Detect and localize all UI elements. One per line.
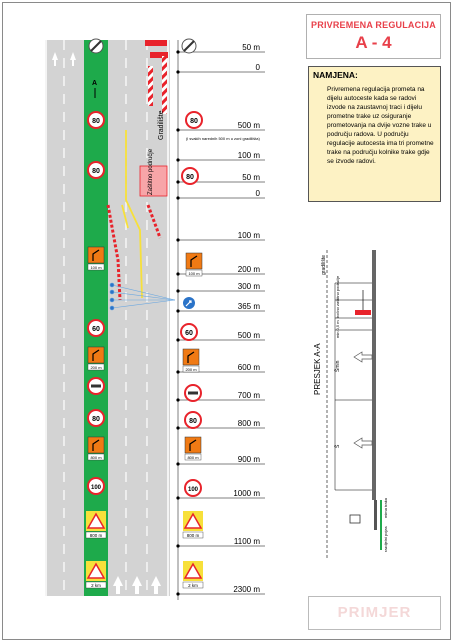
presjek-label: PRESJEK A-A xyxy=(313,343,322,395)
distance-label: 50 m xyxy=(242,43,260,52)
end-restriction-sign-right xyxy=(182,39,196,53)
roadworks-warning-sign-icon xyxy=(183,561,203,588)
svg-text:200 m: 200 m xyxy=(90,365,102,370)
svg-text:80: 80 xyxy=(92,168,100,175)
svg-text:100 m: 100 m xyxy=(188,271,200,276)
distance-label: 365 m xyxy=(237,302,260,311)
distance-dot xyxy=(176,70,179,73)
section-mirna-traka-label: mirna traka xyxy=(383,497,388,518)
distance-dot xyxy=(176,398,179,401)
speed-note: (i svakih narednih 500 m u zoni gradilišta) xyxy=(186,136,260,141)
section-bocno-label: bočno zaštitno područje xyxy=(335,275,340,318)
distance-dot xyxy=(176,50,179,53)
svg-text:80: 80 xyxy=(190,118,198,125)
regulation-title: PRIVREMENA REGULACIJA xyxy=(311,20,436,30)
svg-text:200 m: 200 m xyxy=(185,367,197,372)
speed-limit-sign-icon xyxy=(182,168,198,184)
speed-limit-sign-icon xyxy=(88,162,104,178)
distance-label: 2300 m xyxy=(233,585,260,594)
purpose-text: Privremena regulacija prometa na dijelu autoceste kada se radovi izvode na zaustavnoj traci i dijelu prometne trake uz osiguranje prometovanja na dvije vozne trake u području radova. U području regulacije autocesta ima tri prometne trake na području kolnike trake gdje se izvode radovi. xyxy=(327,86,434,165)
speed-limit-sign-icon xyxy=(88,410,104,426)
distance-dot xyxy=(176,592,179,595)
zastitno-podrucje-label: Zaštitno područje xyxy=(148,148,154,195)
end-restriction-sign-median xyxy=(89,39,103,53)
svg-text:800 m: 800 m xyxy=(186,533,200,538)
svg-text:80: 80 xyxy=(92,118,100,125)
distance-label: 900 m xyxy=(237,455,260,464)
roadworks-warning-sign-icon xyxy=(86,561,106,588)
distance-dot xyxy=(176,289,179,292)
distance-label: 50 m xyxy=(242,173,260,182)
purpose-heading: NAMJENA: xyxy=(313,70,358,80)
distance-label: 1000 m xyxy=(233,489,260,498)
distance-label: 200 m xyxy=(237,265,260,274)
distance-dot xyxy=(176,309,179,312)
distance-dot xyxy=(176,196,179,199)
distance-dot xyxy=(176,238,179,241)
no-overtaking-sign-icon xyxy=(88,378,104,394)
purpose-box xyxy=(308,66,441,202)
distance-label: 600 m xyxy=(237,363,260,372)
distance-dot xyxy=(176,272,179,275)
svg-text:100: 100 xyxy=(187,487,199,493)
distance-label: 100 m xyxy=(237,151,260,160)
section-marker-a-top: A xyxy=(92,80,98,87)
svg-text:60: 60 xyxy=(185,330,193,337)
distance-label: 500 m xyxy=(237,331,260,340)
distance-label: 800 m xyxy=(237,419,260,428)
svg-text:800 m: 800 m xyxy=(187,455,199,460)
lane-change-sign-icon xyxy=(88,247,104,270)
section-razdjelni-label: razdjelni pojas xyxy=(383,526,388,552)
svg-text:100 m: 100 m xyxy=(90,265,102,270)
section-gradiliste-label: gradilište xyxy=(321,254,327,275)
section-min-label: min 0,5 m xyxy=(335,320,340,338)
section-s-label: Š xyxy=(335,444,341,448)
lane-change-sign-icon xyxy=(183,349,199,372)
lane-change-sign-icon xyxy=(88,347,104,370)
lane-change-sign-icon xyxy=(186,253,202,276)
title-box xyxy=(306,14,441,59)
distance-dot xyxy=(176,462,179,465)
distance-dot xyxy=(176,128,179,131)
svg-text:80: 80 xyxy=(92,416,100,423)
regulation-code: A - 4 xyxy=(355,33,392,52)
distance-dot xyxy=(176,496,179,499)
svg-text:800 m: 800 m xyxy=(90,455,102,460)
distance-dot xyxy=(176,158,179,161)
distance-label: 300 m xyxy=(237,282,260,291)
svg-text:2 km: 2 km xyxy=(188,583,198,588)
distance-dot xyxy=(176,426,179,429)
no-overtaking-sign-icon xyxy=(185,385,201,401)
speed-limit-sign-icon xyxy=(88,320,104,336)
primjer-label: PRIMJER xyxy=(308,596,441,630)
distance-dot xyxy=(176,338,179,341)
speed-limit-sign-icon xyxy=(185,480,201,496)
section-smin-label: Šmin xyxy=(335,360,341,372)
svg-text:60: 60 xyxy=(92,326,100,333)
roadworks-warning-sign-icon xyxy=(86,511,106,538)
distance-dot xyxy=(176,544,179,547)
lane-change-sign-icon xyxy=(88,437,104,460)
svg-text:80: 80 xyxy=(186,174,194,181)
speed-limit-sign-icon xyxy=(185,412,201,428)
speed-limit-sign-icon xyxy=(186,112,202,128)
svg-text:800 m: 800 m xyxy=(89,533,103,538)
roadworks-warning-sign-icon xyxy=(183,511,203,538)
distance-label: 100 m xyxy=(237,231,260,240)
distance-label: 1100 m xyxy=(233,537,260,546)
speed-limit-sign-icon xyxy=(181,324,197,340)
lane-change-sign-icon xyxy=(185,437,201,460)
distance-label: 0 xyxy=(255,63,260,72)
distance-label: 500 m xyxy=(237,121,260,130)
distance-label: 0 xyxy=(255,189,260,198)
speed-limit-sign-icon xyxy=(88,112,104,128)
gradiliste-label: Gradilište xyxy=(158,110,165,140)
svg-text:2 km: 2 km xyxy=(91,583,101,588)
distance-label: 700 m xyxy=(237,391,260,400)
svg-text:100: 100 xyxy=(90,485,102,491)
distance-dot xyxy=(176,180,179,183)
speed-limit-sign-icon xyxy=(88,478,104,494)
distance-dot xyxy=(176,370,179,373)
svg-text:80: 80 xyxy=(189,418,197,425)
